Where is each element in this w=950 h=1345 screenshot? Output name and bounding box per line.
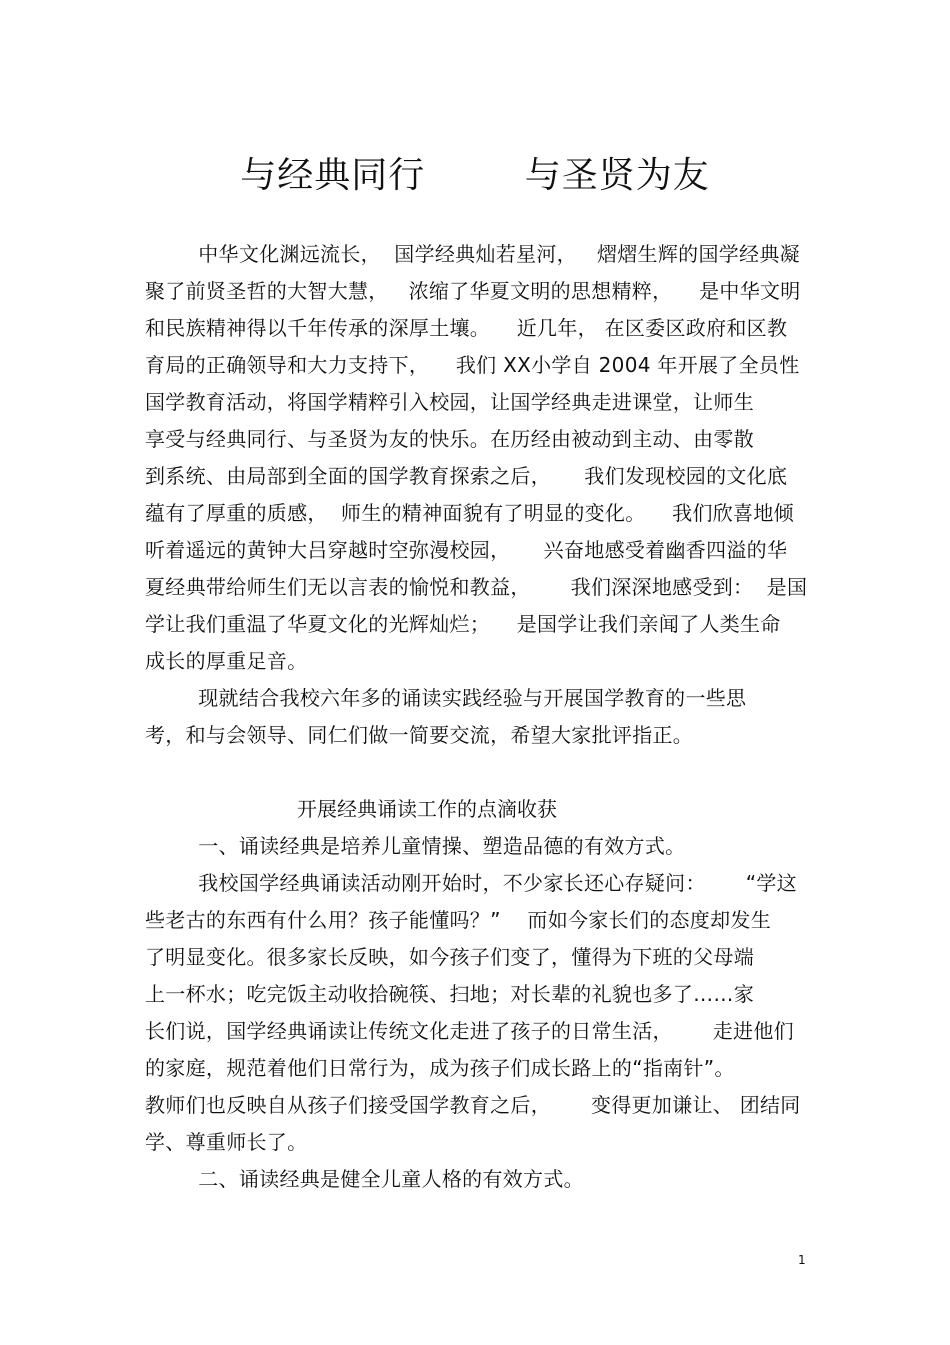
text-line: 到系统、由局部到全面的国学教育探索之后， 我们发现校园的文化底 bbox=[145, 464, 788, 488]
text-line: 中华文化渊远流长， 国学经典灿若星河， 熠熠生辉的国学经典凝 bbox=[145, 242, 800, 266]
paragraph-gap bbox=[145, 754, 810, 790]
text-line: 享受与经典同行、与圣贤为友的快乐。在历经由被动到主动、由零散 bbox=[145, 427, 754, 451]
text-line: 长们说，国学经典诵读让传统文化走进了孩子的日常生活， 走进他们 bbox=[145, 1019, 794, 1043]
text-line: 聚了前贤圣哲的大智大慧， 浓缩了华夏文明的思想精粹， 是中华文明 bbox=[145, 279, 801, 303]
text-line: 考，和与会领导、同仁们做一简要交流，希望大家批评指正。 bbox=[145, 723, 694, 747]
text-line: 教师们也反映自从孩子们接受国学教育之后， 变得更加谦让、 团结同 bbox=[145, 1093, 801, 1117]
intro-paragraphs bbox=[145, 236, 810, 754]
text-line: 育局的正确领导和大力支持下， 我们 XX小学自 2004 年开展了全员性 bbox=[145, 353, 800, 377]
text-line: 听着遥远的黄钟大吕穿越时空弥漫校园， 兴奋地感受着幽香四溢的华 bbox=[145, 538, 788, 562]
text-line: 成长的厚重足音。 bbox=[145, 649, 308, 673]
text-line: 和民族精神得以千年传承的深厚土壤。 近几年， 在区委区政府和区教 bbox=[145, 316, 788, 340]
text-line: 我校国学经典诵读活动刚开始时，不少家长还心存疑问： “学这 bbox=[145, 871, 797, 895]
text-line: 国学教育活动，将国学精粹引入校园，让国学经典走进课堂，让师生 bbox=[145, 390, 754, 414]
document-title: 与经典同行 与圣贤为友 bbox=[240, 155, 710, 196]
text-line: 一、诵读经典是培养儿童情操、塑造品德的有效方式。 bbox=[145, 834, 686, 858]
text-line: 学、尊重师长了。 bbox=[145, 1130, 308, 1154]
text-line: 些老古的东西有什么用？孩子能懂吗？” 而如今家长们的态度却发生 bbox=[145, 908, 771, 932]
section-heading: 开展经典诵读工作的点滴收获 bbox=[297, 797, 557, 821]
text-line: 蕴有了厚重的质感， 师生的精神面貌有了明显的变化。 我们欣喜地倾 bbox=[145, 501, 794, 525]
text-line: 的家庭，规范着他们日常行为，成为孩子们成长路上的“指南针”。 bbox=[145, 1056, 735, 1080]
document-body bbox=[145, 236, 810, 1198]
text-line: 夏经典带给师生们无以言表的愉悦和教益， 我们深深地感受到： 是国 bbox=[145, 575, 808, 599]
page-number: 1 bbox=[798, 1253, 806, 1267]
text-line: 学让我们重温了华夏文化的光辉灿烂； 是国学让我们亲闻了人类生命 bbox=[145, 612, 781, 636]
text-line: 现就结合我校六年多的诵读实践经验与开展国学教育的一些思 bbox=[145, 686, 747, 710]
text-line: 二、诵读经典是健全儿童人格的有效方式。 bbox=[145, 1167, 584, 1191]
section-paragraphs bbox=[145, 828, 810, 1198]
text-line: 了明显变化。很多家长反映，如今孩子们变了，懂得为下班的父母端 bbox=[145, 945, 754, 969]
text-line: 上一杯水；吃完饭主动收拾碗筷、扫地；对长辈的礼貌也多了……家 bbox=[145, 982, 754, 1006]
